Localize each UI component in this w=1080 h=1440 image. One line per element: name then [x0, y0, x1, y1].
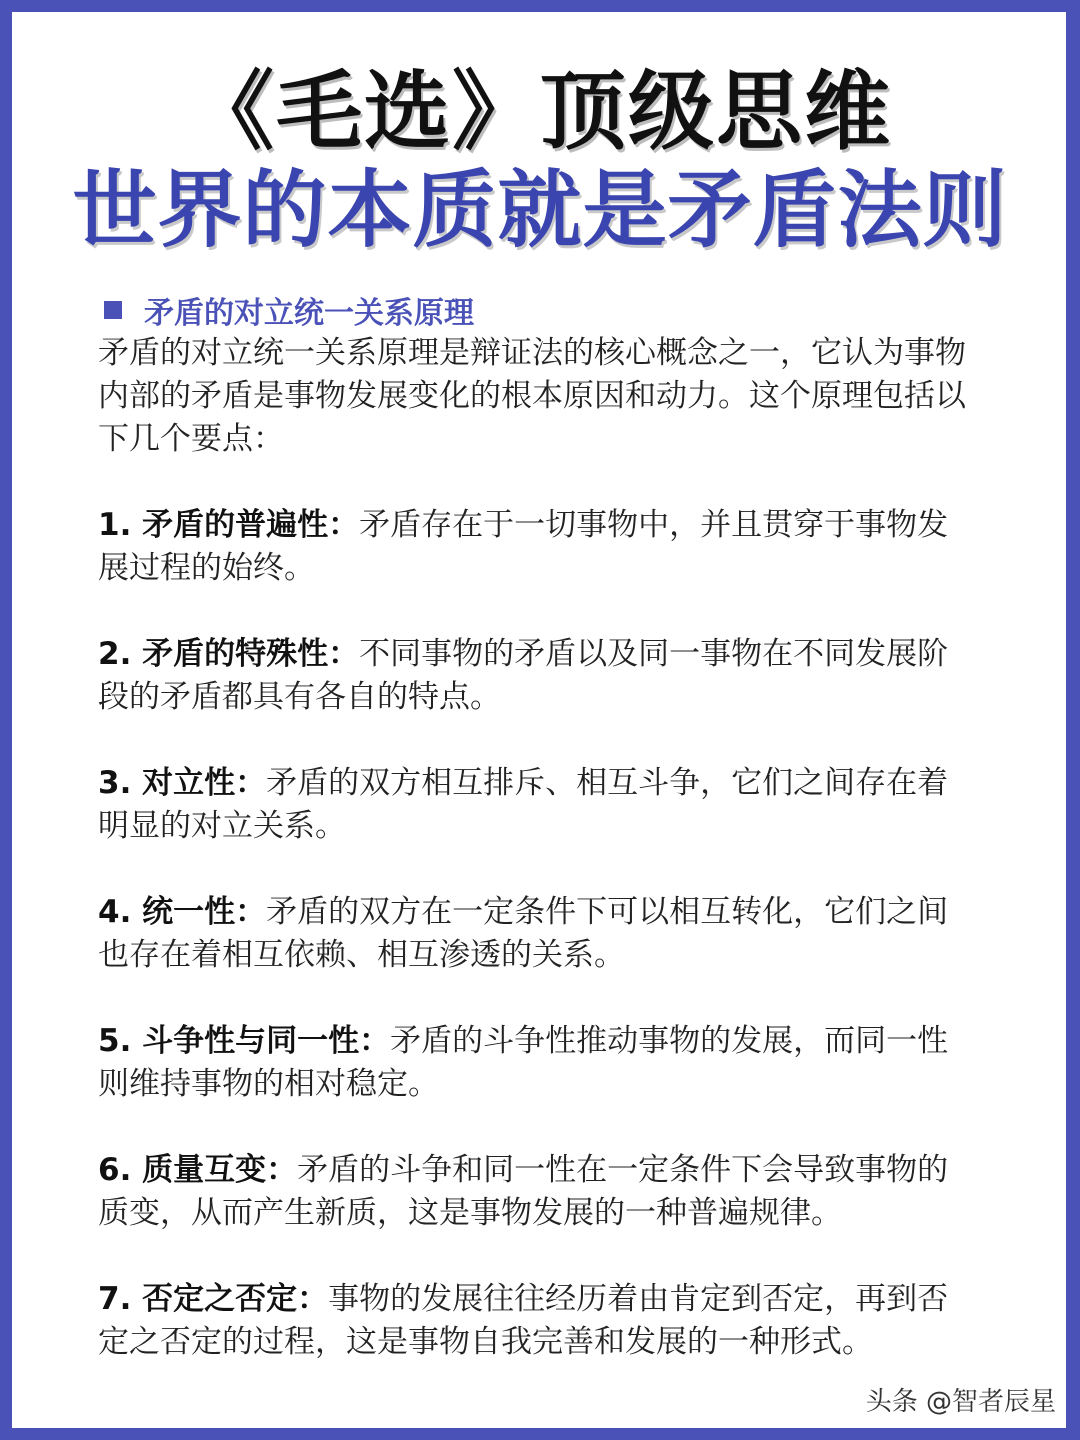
list-item	[98, 762, 978, 848]
square-bullet-icon	[104, 301, 122, 319]
item-text: 矛盾的双方相互排斥、相互斗争，它们之间存在着明显的对立关系。	[98, 765, 949, 844]
item-text: 矛盾的斗争性推动事物的发展，而同一性则维持事物的相对稳定。	[98, 1023, 949, 1102]
list-item	[98, 891, 978, 977]
section-heading	[98, 290, 978, 330]
item-text: 矛盾存在于一切事物中，并且贯穿于事物发展过程的始终。	[98, 507, 949, 586]
page-subtitle: 世界的本质就是矛盾法则	[72, 161, 1008, 259]
list-item	[98, 1278, 978, 1364]
item-text: 不同事物的矛盾以及同一事物在不同发展阶段的矛盾都具有各自的特点。	[98, 636, 949, 715]
item-label: 7. 否定之否定：	[98, 1281, 329, 1317]
list-item	[98, 1020, 978, 1106]
watermark: 头条 @智者辰星	[865, 1387, 1056, 1417]
content-section	[98, 290, 978, 1364]
item-text: 事物的发展往往经历着由肯定到否定，再到否定之否定的过程，这是事物自我完善和发展的一种形式。	[98, 1281, 949, 1360]
item-label: 6. 质量互变：	[98, 1152, 298, 1188]
section-heading-text: 矛盾的对立统一关系原理	[144, 296, 474, 331]
list-item	[98, 633, 978, 719]
list-item	[98, 504, 978, 590]
list-item	[98, 1149, 978, 1235]
item-label: 5. 斗争性与同一性：	[98, 1023, 391, 1059]
item-text: 矛盾的斗争和同一性在一定条件下会导致事物的质变，从而产生新质，这是事物发展的一种普遍规律。	[98, 1152, 949, 1231]
item-text: 矛盾的双方在一定条件下可以相互转化，它们之间也存在着相互依赖、相互渗透的关系。	[98, 894, 949, 973]
item-label: 2. 矛盾的特殊性：	[98, 636, 360, 672]
item-label: 4. 统一性：	[98, 894, 267, 930]
intro-paragraph: 矛盾的对立统一关系原理是辩证法的核心概念之一，它认为事物内部的矛盾是事物发展变化的根本原因和动力。这个原理包括以下几个要点：	[98, 335, 966, 457]
item-label: 3. 对立性：	[98, 765, 267, 801]
page-title: 《毛选》顶级思维	[188, 62, 892, 162]
item-label: 1. 矛盾的普遍性：	[98, 507, 360, 543]
